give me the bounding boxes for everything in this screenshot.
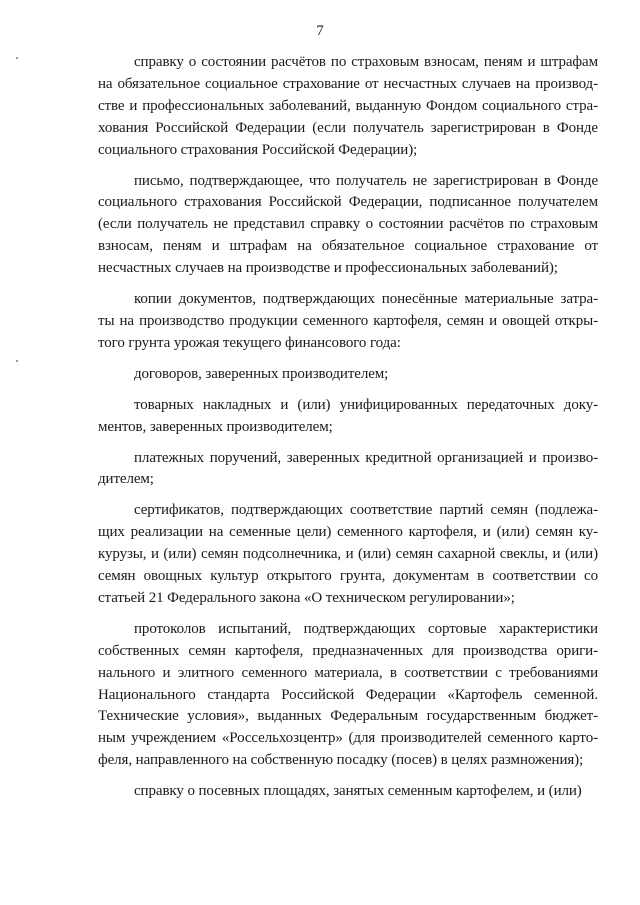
paragraph-line: дителем; <box>98 471 154 488</box>
paragraph-line: социального страхования Российской Федерации, подписанное получателем <box>98 194 598 211</box>
paragraph-line: взносам, пеням и штрафам на обязательное социальное страхование от <box>98 238 598 255</box>
paragraph-line: (если получатель не представил справку о состоянии расчётов по страховым <box>98 216 598 233</box>
paragraph-line: феля, направленного на собственную посадку (посев) в целях размножения); <box>98 752 584 769</box>
document-paragraph <box>98 52 598 162</box>
paragraph-line: справку о посевных площадях, занятых семенным картофелем, и (или) <box>134 783 582 800</box>
paragraph-line: несчастных случаев на производстве и профессиональных заболеваний); <box>98 260 558 277</box>
document-paragraph <box>98 289 598 355</box>
paragraph-line: платежных поручений, заверенных кредитной организацией и произво- <box>134 449 598 466</box>
scan-edge-mark <box>16 57 18 59</box>
paragraph-line: товарных накладных и (или) унифицированных передаточных доку- <box>134 396 598 413</box>
paragraph-line: ным учреждением «Россельхозцентр» (для производителей семенного карто- <box>98 730 598 747</box>
paragraph-line: хования Российской Федерации (если получатель зарегистрирован в Фонде <box>98 119 598 136</box>
paragraph-line: нального и элитного семенного материала, в соответствии с требованиями <box>98 664 598 681</box>
paragraph-line: договоров, заверенных производителем; <box>134 365 389 382</box>
scan-edge-mark <box>16 360 18 362</box>
paragraph-line: Технические условия», выданных Федеральным государственным бюджет- <box>98 708 598 725</box>
page-number: 7 <box>316 23 324 39</box>
paragraph-line: письмо, подтверждающее, что получатель не зарегистрирован в Фонде <box>134 172 598 189</box>
paragraph-line: протоколов испытаний, подтверждающих сортовые характеристики <box>134 620 598 637</box>
paragraph-line: сертификатов, подтверждающих соответствие партий семян (подлежа- <box>134 502 598 519</box>
paragraph-line: щих реализации на семенные цели) семенного картофеля, и (или) семян ку- <box>98 524 598 541</box>
document-paragraph <box>98 448 598 492</box>
paragraph-line: статьей 21 Федерального закона «О техническом регулировании»; <box>98 589 515 606</box>
paragraph-line: социального страхования Российской Федерации); <box>98 141 418 158</box>
document-body <box>98 52 598 812</box>
paragraph-line: ментов, заверенных производителем; <box>98 418 333 435</box>
paragraph-line: на обязательное социальное страхование от несчастных случаев на производ- <box>98 75 598 92</box>
paragraph-line: ты на производство продукции семенного картофеля, семян и овощей откры- <box>98 312 598 329</box>
document-paragraph <box>98 395 598 439</box>
paragraph-line: стве и профессиональных заболеваний, выданную Фондом социального стра- <box>98 97 598 114</box>
document-paragraph <box>98 781 598 803</box>
document-paragraph <box>98 171 598 281</box>
paragraph-line: семян овощных культур открытого грунта, документам в соответствии со <box>98 568 598 585</box>
paragraph-line: справку о состоянии расчётов по страховым взносам, пеням и штрафам <box>134 54 598 70</box>
document-paragraph <box>98 364 598 386</box>
paragraph-line: курузы, и (или) семян подсолнечника, и (или) семян сахарной свеклы, и (или) <box>98 546 598 563</box>
paragraph-line: Национального стандарта Российской Федерации «Картофель семенной. <box>98 686 598 703</box>
paragraph-line: собственных семян картофеля, предназначенных для производства ориги- <box>98 642 598 659</box>
paragraph-line: того грунта урожая текущего финансового года: <box>98 334 401 351</box>
document-paragraph <box>98 619 598 772</box>
paragraph-line: копии документов, подтверждающих понесённые материальные затра- <box>134 291 598 308</box>
document-paragraph <box>98 500 598 610</box>
